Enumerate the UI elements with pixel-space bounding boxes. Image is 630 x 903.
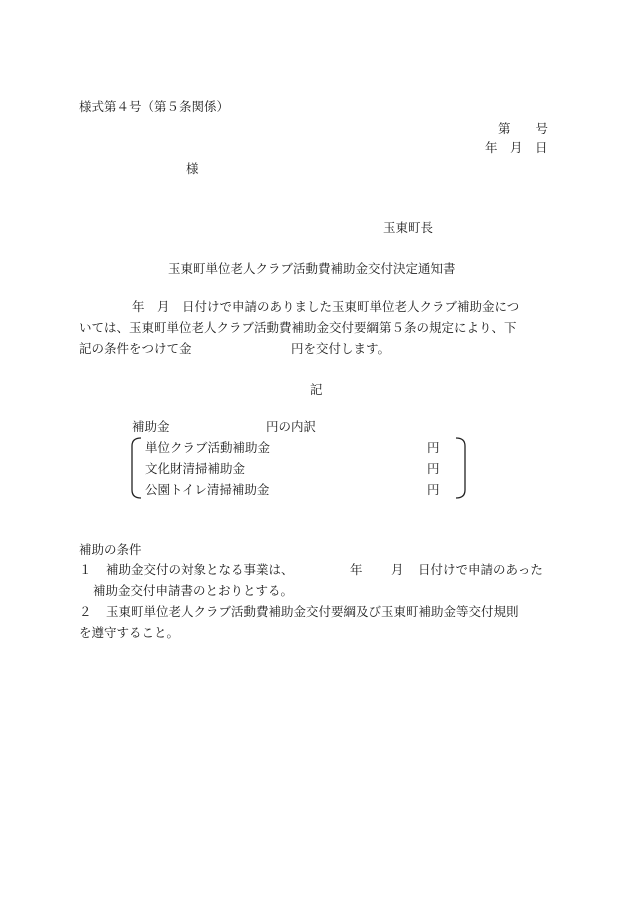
document-date: 年 月 日 [485, 140, 548, 155]
condition-1-number: １ [79, 562, 92, 577]
right-bracket [450, 436, 470, 500]
ki-mark: 記 [310, 382, 323, 397]
condition-1-month: 月 [391, 562, 404, 577]
condition-1-line-2: 補助金交付申請書のとおりとする。 [93, 583, 294, 598]
condition-2-line-2: を遵守すること。 [79, 625, 180, 640]
breakdown-item-unit: 円 [427, 461, 440, 476]
condition-2-text: 玉東町単位老人クラブ活動費補助金交付要綱及び玉東町補助金等交付規則 [106, 604, 519, 619]
document-number: 第 号 [498, 121, 549, 136]
addressee-suffix: 様 [186, 161, 199, 176]
breakdown-item-name: 文化財清掃補助金 [145, 461, 246, 476]
body-line-1: 年 月 日付けで申請のありました玉東町単位老人クラブ補助金につ [132, 299, 520, 314]
body-line-3-end: 円を交付します。 [291, 341, 391, 356]
document-title: 玉東町単位老人クラブ活動費補助金交付決定通知書 [168, 261, 456, 276]
body-line-3-start: 記の条件をつけて金 [79, 341, 192, 356]
condition-2-number: ２ [79, 604, 92, 619]
issuer: 玉東町長 [383, 220, 434, 235]
breakdown-item-name: 公園トイレ清掃補助金 [145, 482, 270, 497]
breakdown-item-unit: 円 [427, 482, 440, 497]
breakdown-item-unit: 円 [427, 440, 440, 455]
conditions-heading: 補助の条件 [79, 542, 142, 557]
breakdown-label: 補助金 [132, 419, 170, 434]
condition-1-text: 補助金交付の対象となる事業は、 [106, 562, 294, 577]
form-label: 様式第４号（第５条関係） [79, 99, 230, 114]
body-line-2: いては、玉東町単位老人クラブ活動費補助金交付要綱第５条の規定により、下 [79, 320, 517, 335]
breakdown-item-name: 単位クラブ活動補助金 [145, 440, 271, 455]
left-bracket [127, 436, 147, 500]
breakdown-suffix: 円の内訳 [266, 419, 317, 434]
condition-1-text-end: 日付けで申請のあった [418, 562, 543, 577]
condition-1-year: 年 [350, 562, 363, 577]
